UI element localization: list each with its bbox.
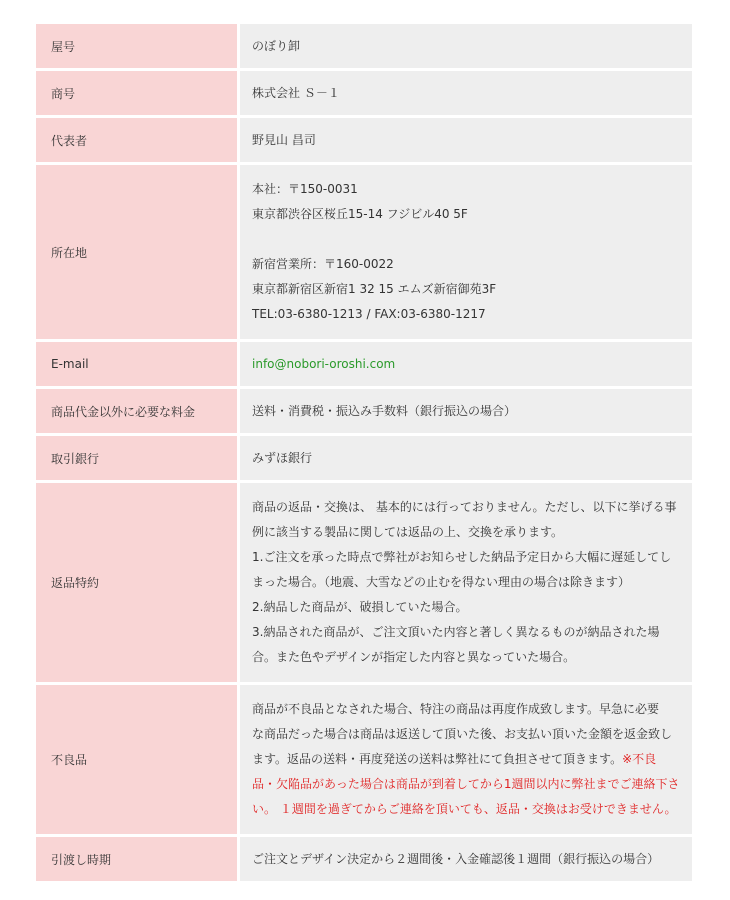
text-line: 3.納品された商品が、ご注文頂いた内容と著しく異なるものが納品された場 <box>252 625 660 639</box>
row-returns <box>36 483 692 685</box>
row-delivery <box>36 837 692 884</box>
row-label: 返品特約 <box>36 483 240 682</box>
row-bank <box>36 436 692 483</box>
row-value <box>240 342 692 386</box>
row-value: 野見山 昌司 <box>240 118 692 162</box>
text-line: 例に該当する製品に関しては返品の上、交換を承ります。 <box>252 525 564 539</box>
row-label: 引渡し時期 <box>36 837 240 881</box>
row-defect <box>36 685 692 837</box>
text-line: 2.納品した商品が、破損していた場合。 <box>252 600 468 614</box>
row-value: のぼり卸 <box>240 24 692 68</box>
email-link[interactable]: info@nobori-oroshi.com <box>252 356 396 371</box>
phone-fax-line: TEL:03-6380-1213 / FAX:03-6380-1217 <box>252 307 486 321</box>
address-line: 本社：〒150-0031 <box>252 182 358 196</box>
row-label: 取引銀行 <box>36 436 240 480</box>
warning-text: 品・欠陥品があった場合は商品が到着してから1週間以内に弊社までご連絡下さ <box>252 777 680 791</box>
row-label: E-mail <box>36 342 240 386</box>
returns-text <box>240 483 692 682</box>
company-info-table <box>36 24 692 884</box>
row-label: 不良品 <box>36 685 240 834</box>
row-value: みずほ銀行 <box>240 436 692 480</box>
row-value: ご注文とデザイン決定から２週間後・入金確認後１週間（銀行振込の場合） <box>240 837 692 881</box>
address-line: 東京都新宿区新宿1 32 15 エムズ新宿御苑3F <box>252 282 497 296</box>
text-line: 合。また色やデザインが指定した内容と異なっていた場合。 <box>252 650 576 664</box>
address-line: 東京都渋谷区桜丘15-14 フジビル40 5F <box>252 207 468 221</box>
defect-text <box>240 685 692 834</box>
row-fees <box>36 389 692 436</box>
row-label: 代表者 <box>36 118 240 162</box>
row-daihyo <box>36 118 692 165</box>
text-line <box>252 747 680 772</box>
row-label: 屋号 <box>36 24 240 68</box>
row-yago <box>36 24 692 71</box>
text-line: まった場合。（地震、大雪などの止むを得ない理由の場合は除きます） <box>252 575 631 589</box>
spacer <box>252 227 680 252</box>
row-label: 商号 <box>36 71 240 115</box>
row-email <box>36 342 692 389</box>
row-label: 所在地 <box>36 165 240 339</box>
text-line: 商品の返品・交換は、 基本的には行っておりません。ただし、以下に挙げる事 <box>252 500 677 514</box>
text-line: 1.ご注文を承った時点で弊社がお知らせした納品予定日から大幅に遅延してし <box>252 550 672 564</box>
row-label: 商品代金以外に必要な料金 <box>36 389 240 433</box>
address-line: 新宿営業所：〒160-0022 <box>252 257 394 271</box>
row-value: 送料・消費税・振込み手数料（銀行振込の場合） <box>240 389 692 433</box>
row-value: 株式会社 Ｓ－１ <box>240 71 692 115</box>
text-line: な商品だった場合は商品は返送して頂いた後、お支払い頂いた金額を返金致し <box>252 727 673 741</box>
text-segment: ます。返品の送料・再度発送の送料は弊社にて負担させて頂きます。 <box>252 752 623 766</box>
address-block <box>240 165 692 339</box>
row-shozaichi <box>36 165 692 342</box>
warning-text: ※不良 <box>622 752 657 766</box>
warning-text: い。 １週間を過ぎてからご連絡を頂いても、返品・交換はお受けできません。 <box>252 802 677 816</box>
row-shogo <box>36 71 692 118</box>
text-line: 商品が不良品となされた場合、特注の商品は再度作成致します。早急に必要 <box>252 702 660 716</box>
